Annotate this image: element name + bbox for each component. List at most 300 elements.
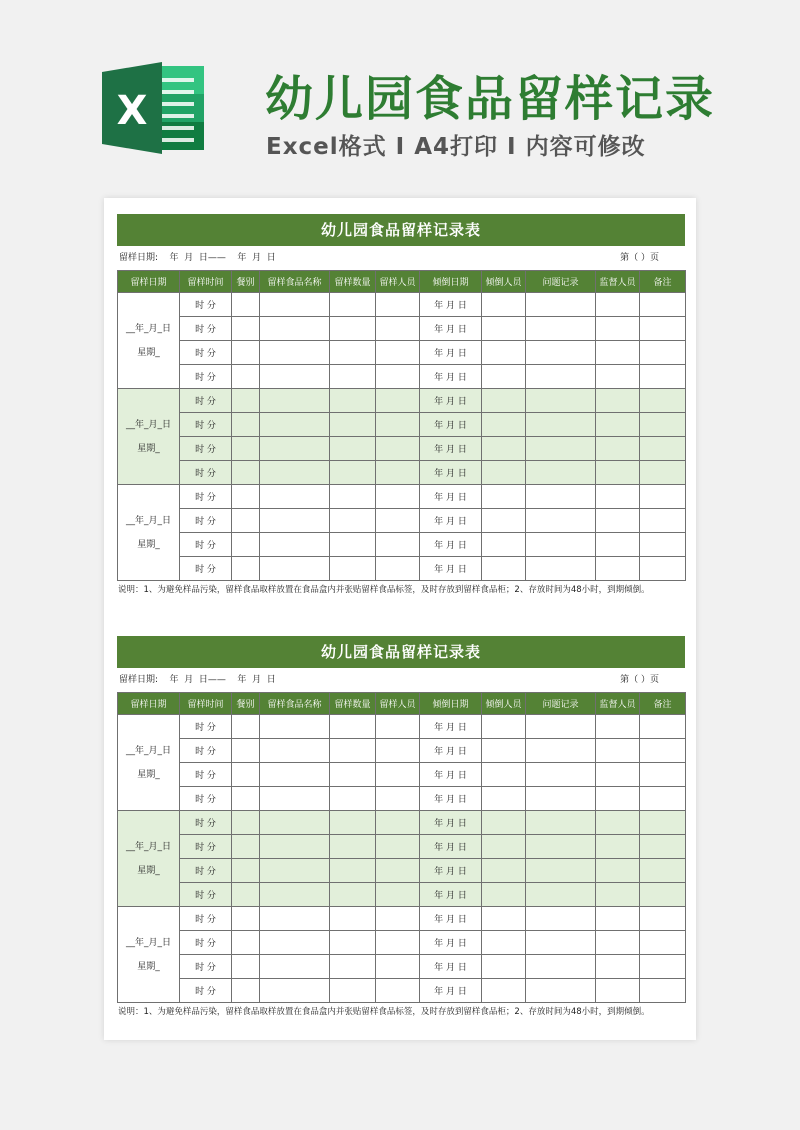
supervisor-cell[interactable]: [596, 389, 640, 413]
page-number: 第（ ）页: [620, 253, 659, 263]
food-name-cell[interactable]: [260, 763, 330, 787]
dump-date-cell[interactable]: 年 月 日: [420, 437, 482, 461]
table-row: [118, 437, 686, 461]
food-name-cell[interactable]: [260, 811, 330, 835]
remark-cell[interactable]: [640, 341, 686, 365]
meal-cell[interactable]: [232, 955, 260, 979]
food-name-cell[interactable]: [260, 485, 330, 509]
issue-cell[interactable]: [526, 437, 596, 461]
dumper-cell[interactable]: [482, 763, 526, 787]
dumper-cell[interactable]: [482, 389, 526, 413]
sheet-meta: [117, 668, 685, 692]
dump-date-cell[interactable]: 年 月 日: [420, 931, 482, 955]
food-name-cell[interactable]: [260, 389, 330, 413]
dump-date-cell[interactable]: 年 月 日: [420, 835, 482, 859]
sample-time-cell[interactable]: 时 分: [180, 317, 232, 341]
column-header: 餐别: [232, 693, 260, 715]
quantity-cell[interactable]: [330, 557, 376, 581]
instructions-note: 说明：1、为避免样品污染，留样食品取样放置在食品盒内并张贴留样食品标签，及时存放到留样食品柜；2、存放时间为48小时，到期倾倒。: [118, 1007, 650, 1017]
supervisor-cell[interactable]: [596, 787, 640, 811]
remark-cell[interactable]: [640, 883, 686, 907]
issue-cell[interactable]: [526, 509, 596, 533]
sampler-cell[interactable]: [376, 739, 420, 763]
table-row: [118, 763, 686, 787]
supervisor-cell[interactable]: [596, 739, 640, 763]
sample-time-cell[interactable]: 时 分: [180, 763, 232, 787]
table-row: [118, 979, 686, 1003]
remark-cell[interactable]: [640, 413, 686, 437]
supervisor-cell[interactable]: [596, 931, 640, 955]
food-name-cell[interactable]: [260, 739, 330, 763]
food-name-cell[interactable]: [260, 413, 330, 437]
table-row: [118, 883, 686, 907]
sample-date-range: 留样日期: 年 月 日—— 年 月 日: [119, 675, 276, 685]
food-name-cell[interactable]: [260, 365, 330, 389]
issue-cell[interactable]: [526, 979, 596, 1003]
sample-date-cell[interactable]: [118, 907, 180, 1003]
banner: [0, 0, 800, 200]
food-name-cell[interactable]: [260, 883, 330, 907]
table-row: [118, 485, 686, 509]
sample-time-cell[interactable]: 时 分: [180, 979, 232, 1003]
sample-time-cell[interactable]: 时 分: [180, 835, 232, 859]
supervisor-cell[interactable]: [596, 883, 640, 907]
dumper-cell[interactable]: [482, 907, 526, 931]
sample-date-cell[interactable]: [118, 485, 180, 581]
quantity-cell[interactable]: [330, 461, 376, 485]
page-subtitle: Excel格式 Ⅰ A4打印 Ⅰ 内容可修改: [266, 134, 646, 160]
sample-time-cell[interactable]: 时 分: [180, 389, 232, 413]
dump-date-cell[interactable]: 年 月 日: [420, 859, 482, 883]
sample-time-cell[interactable]: 时 分: [180, 509, 232, 533]
log-sheet-2: [117, 636, 685, 1023]
sampler-cell[interactable]: [376, 365, 420, 389]
sampler-cell[interactable]: [376, 811, 420, 835]
sampler-cell[interactable]: [376, 533, 420, 557]
dump-date-cell[interactable]: 年 月 日: [420, 811, 482, 835]
meal-cell[interactable]: [232, 811, 260, 835]
food-name-cell[interactable]: [260, 787, 330, 811]
remark-cell[interactable]: [640, 835, 686, 859]
sampler-cell[interactable]: [376, 931, 420, 955]
meal-cell[interactable]: [232, 763, 260, 787]
supervisor-cell[interactable]: [596, 293, 640, 317]
sampler-cell[interactable]: [376, 557, 420, 581]
table-row: [118, 341, 686, 365]
sampler-cell[interactable]: [376, 341, 420, 365]
remark-cell[interactable]: [640, 389, 686, 413]
meal-cell[interactable]: [232, 509, 260, 533]
remark-cell[interactable]: [640, 811, 686, 835]
sampler-cell[interactable]: [376, 715, 420, 739]
sample-weekday: 星期_: [137, 865, 160, 876]
column-header: 备注: [640, 271, 686, 293]
food-name-cell[interactable]: [260, 341, 330, 365]
issue-cell[interactable]: [526, 365, 596, 389]
quantity-cell[interactable]: [330, 365, 376, 389]
sampler-cell[interactable]: [376, 907, 420, 931]
meal-cell[interactable]: [232, 317, 260, 341]
meal-cell[interactable]: [232, 907, 260, 931]
issue-cell[interactable]: [526, 715, 596, 739]
column-header: 倾倒人员: [482, 271, 526, 293]
dumper-cell[interactable]: [482, 835, 526, 859]
quantity-cell[interactable]: [330, 859, 376, 883]
dump-date-cell[interactable]: 年 月 日: [420, 509, 482, 533]
quantity-cell[interactable]: [330, 485, 376, 509]
remark-cell[interactable]: [640, 763, 686, 787]
supervisor-cell[interactable]: [596, 437, 640, 461]
sampler-cell[interactable]: [376, 979, 420, 1003]
meal-cell[interactable]: [232, 931, 260, 955]
column-header: 留样食品名称: [260, 693, 330, 715]
dump-date-cell[interactable]: 年 月 日: [420, 461, 482, 485]
remark-cell[interactable]: [640, 859, 686, 883]
issue-cell[interactable]: [526, 557, 596, 581]
dump-date-cell[interactable]: 年 月 日: [420, 979, 482, 1003]
dumper-cell[interactable]: [482, 787, 526, 811]
quantity-cell[interactable]: [330, 341, 376, 365]
quantity-cell[interactable]: [330, 763, 376, 787]
issue-cell[interactable]: [526, 787, 596, 811]
remark-cell[interactable]: [640, 533, 686, 557]
sample-date-cell[interactable]: [118, 293, 180, 389]
sampler-cell[interactable]: [376, 461, 420, 485]
remark-cell[interactable]: [640, 317, 686, 341]
remark-cell[interactable]: [640, 907, 686, 931]
supervisor-cell[interactable]: [596, 811, 640, 835]
supervisor-cell[interactable]: [596, 485, 640, 509]
sample-time-cell[interactable]: 时 分: [180, 365, 232, 389]
sample-weekday: 星期_: [137, 347, 160, 358]
issue-cell[interactable]: [526, 413, 596, 437]
table-row: [118, 293, 686, 317]
remark-cell[interactable]: [640, 739, 686, 763]
quantity-cell[interactable]: [330, 955, 376, 979]
quantity-cell[interactable]: [330, 413, 376, 437]
meal-cell[interactable]: [232, 835, 260, 859]
dumper-cell[interactable]: [482, 485, 526, 509]
dump-date-cell[interactable]: 年 月 日: [420, 883, 482, 907]
quantity-cell[interactable]: [330, 317, 376, 341]
dump-date-cell[interactable]: 年 月 日: [420, 389, 482, 413]
quantity-cell[interactable]: [330, 787, 376, 811]
sampler-cell[interactable]: [376, 437, 420, 461]
sample-date: __年_月_日: [125, 419, 171, 430]
column-header: 留样数量: [330, 693, 376, 715]
dumper-cell[interactable]: [482, 365, 526, 389]
quantity-cell[interactable]: [330, 509, 376, 533]
sample-time-cell[interactable]: 时 分: [180, 437, 232, 461]
sample-time-cell[interactable]: 时 分: [180, 557, 232, 581]
sample-date: __年_月_日: [125, 323, 171, 334]
supervisor-cell[interactable]: [596, 413, 640, 437]
meal-cell[interactable]: [232, 787, 260, 811]
meal-cell[interactable]: [232, 859, 260, 883]
issue-cell[interactable]: [526, 389, 596, 413]
supervisor-cell[interactable]: [596, 955, 640, 979]
remark-cell[interactable]: [640, 979, 686, 1003]
supervisor-cell[interactable]: [596, 907, 640, 931]
sheet-meta: [117, 246, 685, 270]
meal-cell[interactable]: [232, 437, 260, 461]
issue-cell[interactable]: [526, 317, 596, 341]
supervisor-cell[interactable]: [596, 859, 640, 883]
table-row: [118, 787, 686, 811]
dumper-cell[interactable]: [482, 811, 526, 835]
table-header-row: [118, 693, 686, 715]
remark-cell[interactable]: [640, 557, 686, 581]
food-name-cell[interactable]: [260, 955, 330, 979]
sampler-cell[interactable]: [376, 787, 420, 811]
food-name-cell[interactable]: [260, 859, 330, 883]
table-row: [118, 907, 686, 931]
dumper-cell[interactable]: [482, 317, 526, 341]
food-name-cell[interactable]: [260, 931, 330, 955]
dumper-cell[interactable]: [482, 509, 526, 533]
dump-date-cell[interactable]: 年 月 日: [420, 763, 482, 787]
sample-time-cell[interactable]: 时 分: [180, 787, 232, 811]
sample-time-cell[interactable]: 时 分: [180, 293, 232, 317]
sample-date: __年_月_日: [125, 515, 171, 526]
column-header: 倾倒日期: [420, 271, 482, 293]
dumper-cell[interactable]: [482, 413, 526, 437]
column-header: 留样日期: [118, 693, 180, 715]
issue-cell[interactable]: [526, 485, 596, 509]
issue-cell[interactable]: [526, 955, 596, 979]
supervisor-cell[interactable]: [596, 763, 640, 787]
remark-cell[interactable]: [640, 437, 686, 461]
dump-date-cell[interactable]: 年 月 日: [420, 341, 482, 365]
food-name-cell[interactable]: [260, 835, 330, 859]
sampler-cell[interactable]: [376, 293, 420, 317]
sampler-cell[interactable]: [376, 485, 420, 509]
dumper-cell[interactable]: [482, 739, 526, 763]
dump-date-cell[interactable]: 年 月 日: [420, 715, 482, 739]
dumper-cell[interactable]: [482, 293, 526, 317]
food-name-cell[interactable]: [260, 293, 330, 317]
column-header: 留样时间: [180, 271, 232, 293]
issue-cell[interactable]: [526, 293, 596, 317]
sample-time-cell[interactable]: 时 分: [180, 413, 232, 437]
food-name-cell[interactable]: [260, 461, 330, 485]
issue-cell[interactable]: [526, 763, 596, 787]
dump-date-cell[interactable]: 年 月 日: [420, 739, 482, 763]
remark-cell[interactable]: [640, 461, 686, 485]
sample-date-cell[interactable]: [118, 715, 180, 811]
sampler-cell[interactable]: [376, 883, 420, 907]
quantity-cell[interactable]: [330, 979, 376, 1003]
quantity-cell[interactable]: [330, 739, 376, 763]
quantity-cell[interactable]: [330, 883, 376, 907]
quantity-cell[interactable]: [330, 715, 376, 739]
issue-cell[interactable]: [526, 883, 596, 907]
dumper-cell[interactable]: [482, 461, 526, 485]
table-row: [118, 931, 686, 955]
food-name-cell[interactable]: [260, 437, 330, 461]
sample-time-cell[interactable]: 时 分: [180, 883, 232, 907]
meal-cell[interactable]: [232, 293, 260, 317]
table-row: [118, 533, 686, 557]
sample-weekday: 星期_: [137, 961, 160, 972]
column-header: 留样日期: [118, 271, 180, 293]
table-row: [118, 955, 686, 979]
sample-log-table: [117, 692, 686, 1003]
dumper-cell[interactable]: [482, 715, 526, 739]
dumper-cell[interactable]: [482, 883, 526, 907]
issue-cell[interactable]: [526, 907, 596, 931]
table-row: [118, 413, 686, 437]
sample-time-cell[interactable]: 时 分: [180, 461, 232, 485]
meal-cell[interactable]: [232, 413, 260, 437]
meal-cell[interactable]: [232, 883, 260, 907]
sampler-cell[interactable]: [376, 859, 420, 883]
supervisor-cell[interactable]: [596, 835, 640, 859]
issue-cell[interactable]: [526, 341, 596, 365]
column-header: 倾倒日期: [420, 693, 482, 715]
remark-cell[interactable]: [640, 931, 686, 955]
dump-date-cell[interactable]: 年 月 日: [420, 955, 482, 979]
meal-cell[interactable]: [232, 341, 260, 365]
sheet-title: 幼儿园食品留样记录表: [117, 636, 685, 668]
dumper-cell[interactable]: [482, 859, 526, 883]
remark-cell[interactable]: [640, 485, 686, 509]
supervisor-cell[interactable]: [596, 317, 640, 341]
quantity-cell[interactable]: [330, 293, 376, 317]
supervisor-cell[interactable]: [596, 461, 640, 485]
food-name-cell[interactable]: [260, 509, 330, 533]
meal-cell[interactable]: [232, 485, 260, 509]
meal-cell[interactable]: [232, 533, 260, 557]
sampler-cell[interactable]: [376, 835, 420, 859]
dumper-cell[interactable]: [482, 437, 526, 461]
table-row: [118, 365, 686, 389]
dumper-cell[interactable]: [482, 979, 526, 1003]
sampler-cell[interactable]: [376, 955, 420, 979]
dumper-cell[interactable]: [482, 931, 526, 955]
table-row: [118, 389, 686, 413]
quantity-cell[interactable]: [330, 907, 376, 931]
dump-date-cell[interactable]: 年 月 日: [420, 317, 482, 341]
food-name-cell[interactable]: [260, 557, 330, 581]
meal-cell[interactable]: [232, 365, 260, 389]
page-title: 幼儿园食品留样记录: [265, 71, 716, 127]
remark-cell[interactable]: [640, 293, 686, 317]
paper-sheet: [104, 198, 696, 1040]
quantity-cell[interactable]: [330, 389, 376, 413]
issue-cell[interactable]: [526, 859, 596, 883]
issue-cell[interactable]: [526, 931, 596, 955]
sample-time-cell[interactable]: 时 分: [180, 739, 232, 763]
table-header-row: [118, 271, 686, 293]
sample-time-cell[interactable]: 时 分: [180, 931, 232, 955]
sample-time-cell[interactable]: 时 分: [180, 715, 232, 739]
sampler-cell[interactable]: [376, 317, 420, 341]
food-name-cell[interactable]: [260, 317, 330, 341]
sampler-cell[interactable]: [376, 413, 420, 437]
meal-cell[interactable]: [232, 715, 260, 739]
food-name-cell[interactable]: [260, 533, 330, 557]
dumper-cell[interactable]: [482, 955, 526, 979]
sample-time-cell[interactable]: 时 分: [180, 811, 232, 835]
remark-cell[interactable]: [640, 955, 686, 979]
quantity-cell[interactable]: [330, 533, 376, 557]
sample-date: __年_月_日: [125, 937, 171, 948]
meal-cell[interactable]: [232, 739, 260, 763]
sampler-cell[interactable]: [376, 509, 420, 533]
sampler-cell[interactable]: [376, 389, 420, 413]
quantity-cell[interactable]: [330, 931, 376, 955]
sample-time-cell[interactable]: 时 分: [180, 485, 232, 509]
dump-date-cell[interactable]: 年 月 日: [420, 293, 482, 317]
dump-date-cell[interactable]: 年 月 日: [420, 485, 482, 509]
meal-cell[interactable]: [232, 461, 260, 485]
supervisor-cell[interactable]: [596, 365, 640, 389]
issue-cell[interactable]: [526, 461, 596, 485]
page-number: 第（ ）页: [620, 675, 659, 685]
quantity-cell[interactable]: [330, 835, 376, 859]
dump-date-cell[interactable]: 年 月 日: [420, 533, 482, 557]
sample-time-cell[interactable]: 时 分: [180, 859, 232, 883]
meal-cell[interactable]: [232, 979, 260, 1003]
column-header: 监督人员: [596, 271, 640, 293]
supervisor-cell[interactable]: [596, 715, 640, 739]
remark-cell[interactable]: [640, 509, 686, 533]
dumper-cell[interactable]: [482, 533, 526, 557]
column-header: 留样人员: [376, 693, 420, 715]
sample-time-cell[interactable]: 时 分: [180, 341, 232, 365]
remark-cell[interactable]: [640, 365, 686, 389]
dump-date-cell[interactable]: 年 月 日: [420, 557, 482, 581]
issue-cell[interactable]: [526, 811, 596, 835]
food-name-cell[interactable]: [260, 907, 330, 931]
dumper-cell[interactable]: [482, 341, 526, 365]
quantity-cell[interactable]: [330, 437, 376, 461]
sample-date-cell[interactable]: [118, 811, 180, 907]
food-name-cell[interactable]: [260, 979, 330, 1003]
sample-date: __年_月_日: [125, 841, 171, 852]
sample-date: __年_月_日: [125, 745, 171, 756]
dump-date-cell[interactable]: 年 月 日: [420, 413, 482, 437]
meal-cell[interactable]: [232, 389, 260, 413]
issue-cell[interactable]: [526, 533, 596, 557]
dump-date-cell[interactable]: 年 月 日: [420, 787, 482, 811]
sample-date-cell[interactable]: [118, 389, 180, 485]
column-header: 问题记录: [526, 271, 596, 293]
dumper-cell[interactable]: [482, 557, 526, 581]
column-header: 餐别: [232, 271, 260, 293]
dump-date-cell[interactable]: 年 月 日: [420, 907, 482, 931]
food-name-cell[interactable]: [260, 715, 330, 739]
supervisor-cell[interactable]: [596, 557, 640, 581]
supervisor-cell[interactable]: [596, 509, 640, 533]
supervisor-cell[interactable]: [596, 341, 640, 365]
supervisor-cell[interactable]: [596, 979, 640, 1003]
meal-cell[interactable]: [232, 557, 260, 581]
sheet-title: 幼儿园食品留样记录表: [117, 214, 685, 246]
remark-cell[interactable]: [640, 715, 686, 739]
issue-cell[interactable]: [526, 835, 596, 859]
sample-time-cell[interactable]: 时 分: [180, 533, 232, 557]
supervisor-cell[interactable]: [596, 533, 640, 557]
sample-time-cell[interactable]: 时 分: [180, 955, 232, 979]
sample-time-cell[interactable]: 时 分: [180, 907, 232, 931]
quantity-cell[interactable]: [330, 811, 376, 835]
dump-date-cell[interactable]: 年 月 日: [420, 365, 482, 389]
remark-cell[interactable]: [640, 787, 686, 811]
issue-cell[interactable]: [526, 739, 596, 763]
sampler-cell[interactable]: [376, 763, 420, 787]
